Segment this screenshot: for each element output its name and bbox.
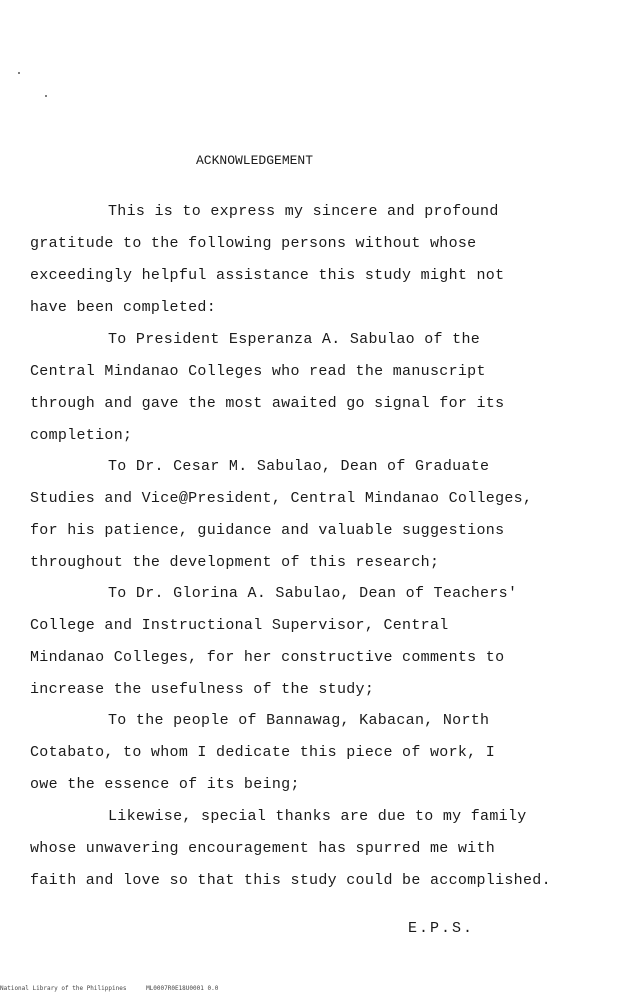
paragraph-4-line-3: Mindanao Colleges, for her constructive comments to: [30, 649, 505, 666]
paragraph-4-line-4: increase the usefulness of the study;: [30, 681, 375, 698]
signature-initials: E.P.S.: [408, 920, 475, 937]
paragraph-2-line-4: completion;: [30, 427, 133, 444]
scan-speck: [18, 72, 20, 74]
paragraph-6-line-2: whose unwavering encouragement has spurred me with: [30, 840, 496, 857]
scan-speck: [45, 95, 47, 97]
page-title: ACKNOWLEDGEMENT: [196, 153, 314, 168]
scan-footer: [0, 985, 234, 992]
paragraph-1-line-2: gratitude to the following persons without whose: [30, 235, 477, 252]
paragraph-5-line-3: owe the essence of its being;: [30, 776, 300, 793]
paragraph-3-line-4: throughout the development of this research;: [30, 554, 440, 571]
paragraph-3-line-3: for his patience, guidance and valuable suggestions: [30, 522, 505, 539]
paragraph-1-line-1: This is to express my sincere and profound: [108, 203, 499, 220]
paragraph-1-line-4: have been completed:: [30, 299, 217, 316]
paragraph-3-line-1: To Dr. Cesar M. Sabulao, Dean of Graduate: [108, 458, 490, 475]
paragraph-1-line-3: exceedingly helpful assistance this study might not: [30, 267, 505, 284]
paragraph-3-line-2: Studies and Vice@President, Central Mindanao Colleges,: [30, 490, 533, 507]
paragraph-6-line-3: faith and love so that this study could be accomplished.: [30, 872, 551, 889]
paragraph-2-line-3: through and gave the most awaited go signal for its: [30, 395, 505, 412]
paragraph-4-line-1: To Dr. Glorina A. Sabulao, Dean of Teachers': [108, 585, 518, 602]
footer-library: National Library of the Philippines: [0, 985, 127, 992]
paragraph-2-line-1: To President Esperanza A. Sabulao of the: [108, 331, 481, 348]
paragraph-2-line-2: Central Mindanao Colleges who read the manuscript: [30, 363, 486, 380]
paragraph-6-line-1: Likewise, special thanks are due to my family: [108, 808, 527, 825]
paragraph-5-line-1: To the people of Bannawag, Kabacan, North: [108, 712, 490, 729]
paragraph-5-line-2: Cotabato, to whom I dedicate this piece of work, I: [30, 744, 496, 761]
footer-code: ML0007R0E18U0001 0.0: [146, 985, 219, 992]
paragraph-4-line-2: College and Instructional Supervisor, Central: [30, 617, 449, 634]
